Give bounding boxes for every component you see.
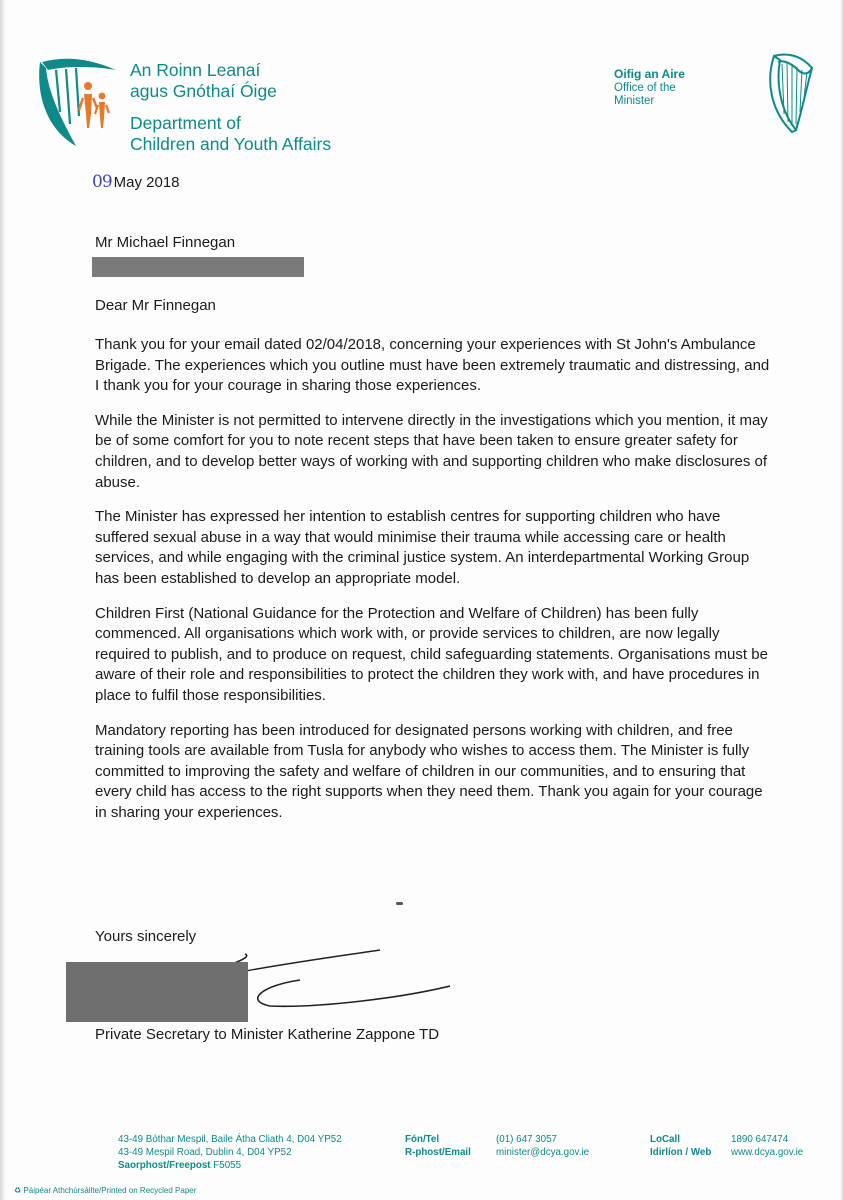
office-english-line1: Office of the xyxy=(614,81,676,94)
department-harp-logo xyxy=(34,54,124,154)
letter-body xyxy=(95,335,775,837)
page-shadow-left xyxy=(0,0,6,1200)
recycled-paper-note xyxy=(14,1186,196,1195)
recycle-icon: ♻ xyxy=(14,1186,22,1195)
body-paragraph-3: The Minister has expressed her intention to establish centres for supporting children who have suffered sexual abuse in a way that would minimise their trauma while accessing care or health services, and while engaging with the criminal justice system. An interdepartmental Working Group has been established to develop an appropriate model. xyxy=(95,508,750,587)
redacted-signatory-name xyxy=(66,962,248,1022)
phone-label: Fón/Tel xyxy=(405,1134,440,1145)
signatory-title: Private Secretary to Minister Katherine Zappone TD xyxy=(95,1026,440,1043)
scan-speck xyxy=(396,902,403,905)
closing: Yours sincerely xyxy=(95,928,197,945)
irish-harp-emblem-icon xyxy=(762,50,816,138)
footer-address-irish: 43-49 Bóthar Mespil, Baile Átha Cliath 4, D04 YP52 xyxy=(118,1134,342,1145)
salutation: Dear Mr Finnegan xyxy=(95,297,216,314)
body-paragraph-2: While the Minister is not permitted to intervene directly in the investigations which you mention, it may be of some comfort for you to note recent steps that have been taken to ensure greater safety for children, and to develop better ways of working with and supporting children who make disclosures of abuse. xyxy=(95,411,768,491)
office-irish: Oifig an Aire xyxy=(614,67,685,81)
body-paragraph-1: Thank you for your email dated 02/04/2018, concerning your experiences with St John's Ambulance Brigade. The experiences which you outline must have been extremely traumatic and distressing, and I thank you for your courage in sharing those experiences. xyxy=(95,336,770,395)
dept-english-line2: Children and Youth Affairs xyxy=(130,134,332,154)
department-name-block xyxy=(130,60,331,155)
dept-irish-line2: agus Gnóthaí Óige xyxy=(130,81,277,101)
recycled-note-text: Páipéar Athchúrsáilte/Printed on Recycled Paper xyxy=(23,1186,197,1195)
phone-value: (01) 647 3057 xyxy=(496,1134,558,1145)
office-english-line2: Minister xyxy=(614,95,655,107)
footer-address xyxy=(118,1133,342,1172)
locall-label: LoCall xyxy=(650,1134,680,1145)
body-paragraph-5: Mandatory reporting has been introduced for designated persons working with children, and free training tools are available from Tusla for anybody who wishes to access them. The Minister is fully committed to improving the safety and welfare of children in our communities, and to ensuring that every child has access to the right supports when they need them. Thank you again for your courage in sharing your experiences. xyxy=(95,721,763,821)
office-of-minister-block xyxy=(614,68,685,109)
footer-contact-labels xyxy=(405,1133,471,1159)
letter-date xyxy=(92,172,180,192)
dept-english-line1: Department of xyxy=(130,113,241,133)
dept-irish-line1: An Roinn Leanaí xyxy=(130,60,261,80)
body-paragraph-4: Children First (National Guidance for the Protection and Welfare of Children) has been fully commenced. All organisations which work with, or provide services to children, are now legally required to publish, and to produce on request, child safeguarding statements. Organisations must be aware of their role and responsibilities to protect the children they work with, and have procedures in place to fulfil those responsibilities. xyxy=(95,604,768,704)
freepost-label: Saorphost/Freepost xyxy=(118,1160,211,1171)
redacted-address xyxy=(92,257,304,277)
locall-value: 1890 647474 xyxy=(731,1134,789,1145)
footer-address-english: 43-49 Mespil Road, Dublin 4, D04 YP52 xyxy=(118,1147,292,1158)
web-value: www.dcya.gov.ie xyxy=(731,1147,804,1158)
email-value: minister@dcya.gov.ie xyxy=(496,1147,590,1158)
footer-web-labels xyxy=(650,1133,711,1159)
handwritten-day: 09 xyxy=(92,172,112,192)
recipient-name: Mr Michael Finnegan xyxy=(95,234,236,251)
date-month-year: May 2018 xyxy=(113,174,180,191)
freepost-value: F5055 xyxy=(213,1160,242,1171)
footer-web-values xyxy=(731,1133,803,1159)
web-label: Idirlíon / Web xyxy=(650,1147,712,1158)
footer-contact-values xyxy=(496,1133,589,1159)
page-shadow-right xyxy=(840,0,844,1200)
email-label: R-phost/Email xyxy=(405,1147,471,1158)
